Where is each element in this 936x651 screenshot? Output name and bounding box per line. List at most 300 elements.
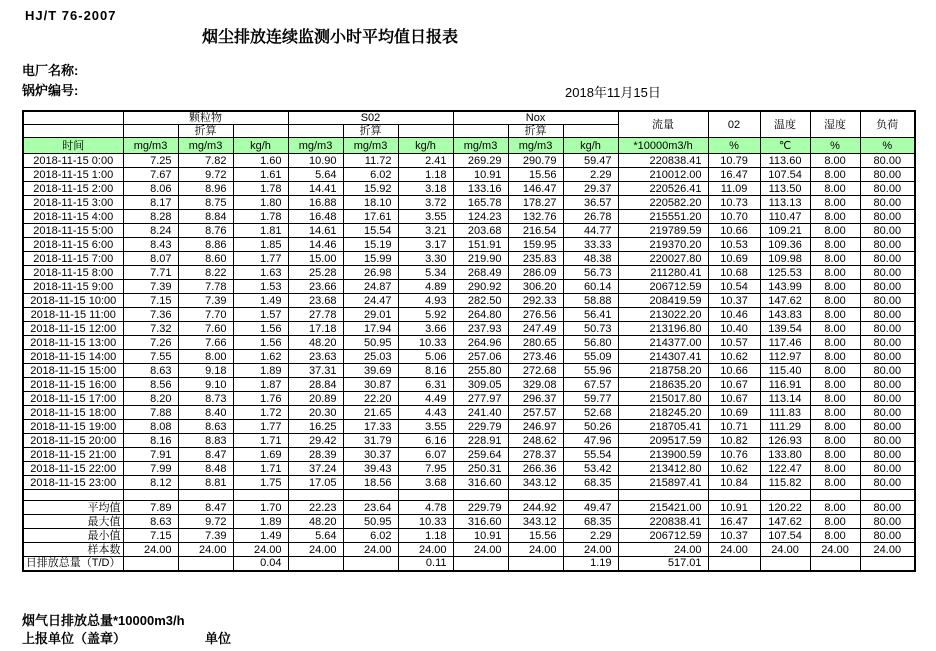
time-cell: 2018-11-15 20:00 — [23, 434, 123, 448]
unit-cell: % — [810, 138, 860, 154]
value-cell: 80.00 — [860, 154, 915, 168]
summary-row — [23, 501, 915, 515]
summary-value-cell: 5.64 — [288, 529, 343, 543]
value-cell: 10.91 — [453, 168, 508, 182]
value-cell: 15.92 — [343, 182, 398, 196]
value-cell: 80.00 — [860, 322, 915, 336]
value-cell: 20.89 — [288, 392, 343, 406]
value-cell: 56.73 — [563, 266, 618, 280]
value-cell: 10.84 — [708, 476, 760, 490]
value-cell: 165.78 — [453, 196, 508, 210]
data-row — [23, 182, 915, 196]
value-cell: 1.76 — [233, 392, 288, 406]
value-cell: 8.84 — [178, 210, 233, 224]
value-cell: 15.99 — [343, 252, 398, 266]
value-cell: 23.66 — [288, 280, 343, 294]
unit-cell: kg/h — [398, 138, 453, 154]
value-cell: 213900.59 — [618, 448, 708, 462]
summary-value-cell: 1.49 — [233, 529, 288, 543]
summary-value-cell: 15.56 — [508, 529, 563, 543]
value-cell: 8.00 — [810, 168, 860, 182]
value-cell: 7.78 — [178, 280, 233, 294]
data-row — [23, 392, 915, 406]
table-body — [23, 154, 915, 571]
value-cell: 8.07 — [123, 252, 178, 266]
value-cell: 8.16 — [398, 364, 453, 378]
value-cell: 229.79 — [453, 420, 508, 434]
value-cell: 4.49 — [398, 392, 453, 406]
value-cell: 124.23 — [453, 210, 508, 224]
value-cell: 228.91 — [453, 434, 508, 448]
value-cell: 125.53 — [760, 266, 810, 280]
value-cell: 15.56 — [508, 168, 563, 182]
summary-value-cell: 1.89 — [233, 515, 288, 529]
summary-value-cell: 24.00 — [810, 543, 860, 557]
value-cell: 17.18 — [288, 322, 343, 336]
empty-cell — [563, 490, 618, 501]
value-cell: 10.66 — [708, 224, 760, 238]
value-cell: 8.12 — [123, 476, 178, 490]
value-cell: 1.89 — [233, 364, 288, 378]
value-cell: 2.41 — [398, 154, 453, 168]
value-cell: 14.61 — [288, 224, 343, 238]
value-cell: 39.43 — [343, 462, 398, 476]
header-row-groups — [23, 111, 915, 125]
value-cell: 10.67 — [708, 392, 760, 406]
value-cell: 210012.00 — [618, 168, 708, 182]
value-cell: 1.77 — [233, 252, 288, 266]
value-cell: 133.16 — [453, 182, 508, 196]
value-cell: 7.71 — [123, 266, 178, 280]
empty-cell — [810, 490, 860, 501]
value-cell: 8.20 — [123, 392, 178, 406]
value-cell: 7.25 — [123, 154, 178, 168]
col-group-particulate: 颗粒物 — [123, 111, 288, 125]
summary-value-cell — [123, 557, 178, 571]
summary-value-cell: 50.95 — [343, 515, 398, 529]
value-cell: 20.30 — [288, 406, 343, 420]
value-cell: 8.00 — [810, 308, 860, 322]
value-cell: 218758.20 — [618, 364, 708, 378]
value-cell: 7.66 — [178, 336, 233, 350]
value-cell: 213196.80 — [618, 322, 708, 336]
empty-cell — [123, 490, 178, 501]
value-cell: 237.93 — [453, 322, 508, 336]
value-cell: 218245.20 — [618, 406, 708, 420]
data-row — [23, 420, 915, 434]
value-cell: 208419.59 — [618, 294, 708, 308]
value-cell: 8.00 — [810, 420, 860, 434]
value-cell: 8.76 — [178, 224, 233, 238]
value-cell: 7.99 — [123, 462, 178, 476]
value-cell: 219370.20 — [618, 238, 708, 252]
value-cell: 206712.59 — [618, 280, 708, 294]
unit-cell: % — [860, 138, 915, 154]
unit-cell: mg/m3 — [508, 138, 563, 154]
value-cell: 10.82 — [708, 434, 760, 448]
value-cell: 8.24 — [123, 224, 178, 238]
value-cell: 25.03 — [343, 350, 398, 364]
value-cell: 146.47 — [508, 182, 563, 196]
summary-label: 样本数 — [87, 543, 121, 556]
converted-label-nox: 折算 — [508, 125, 563, 138]
time-cell: 2018-11-15 9:00 — [23, 280, 123, 294]
value-cell: 8.96 — [178, 182, 233, 196]
value-cell: 50.26 — [563, 420, 618, 434]
time-cell: 2018-11-15 17:00 — [23, 392, 123, 406]
empty-cell — [453, 490, 508, 501]
time-cell: 2018-11-15 13:00 — [23, 336, 123, 350]
value-cell: 10.70 — [708, 210, 760, 224]
value-cell: 80.00 — [860, 196, 915, 210]
summary-label: 最小值 — [87, 529, 121, 542]
value-cell: 56.41 — [563, 308, 618, 322]
value-cell: 7.82 — [178, 154, 233, 168]
value-cell: 1.78 — [233, 210, 288, 224]
col-load: 负荷 — [860, 111, 915, 138]
summary-value-cell: 1.18 — [398, 529, 453, 543]
value-cell: 1.18 — [398, 168, 453, 182]
value-cell: 282.50 — [453, 294, 508, 308]
summary-value-cell: 24.00 — [563, 543, 618, 557]
value-cell: 111.83 — [760, 406, 810, 420]
value-cell: 8.00 — [810, 378, 860, 392]
value-cell: 6.07 — [398, 448, 453, 462]
value-cell: 7.15 — [123, 294, 178, 308]
value-cell: 80.00 — [860, 420, 915, 434]
summary-value-cell: 147.62 — [760, 515, 810, 529]
value-cell: 29.42 — [288, 434, 343, 448]
data-row — [23, 252, 915, 266]
summary-value-cell: 24.00 — [178, 543, 233, 557]
summary-value-cell: 1.70 — [233, 501, 288, 515]
value-cell: 1.61 — [233, 168, 288, 182]
value-cell: 17.05 — [288, 476, 343, 490]
summary-value-cell: 316.60 — [453, 515, 508, 529]
value-cell: 235.83 — [508, 252, 563, 266]
value-cell: 1.87 — [233, 378, 288, 392]
time-cell: 2018-11-15 14:00 — [23, 350, 123, 364]
value-cell: 80.00 — [860, 210, 915, 224]
value-cell: 159.95 — [508, 238, 563, 252]
summary-value-cell: 7.89 — [123, 501, 178, 515]
value-cell: 8.00 — [810, 210, 860, 224]
summary-value-cell: 120.22 — [760, 501, 810, 515]
empty-cell — [398, 490, 453, 501]
value-cell: 8.00 — [810, 252, 860, 266]
value-cell: 10.66 — [708, 364, 760, 378]
value-cell: 4.89 — [398, 280, 453, 294]
value-cell: 214377.00 — [618, 336, 708, 350]
value-cell: 15.00 — [288, 252, 343, 266]
value-cell: 29.37 — [563, 182, 618, 196]
time-cell: 2018-11-15 23:00 — [23, 476, 123, 490]
value-cell: 10.69 — [708, 406, 760, 420]
value-cell: 7.95 — [398, 462, 453, 476]
value-cell: 257.57 — [508, 406, 563, 420]
time-cell: 2018-11-15 15:00 — [23, 364, 123, 378]
data-row — [23, 308, 915, 322]
value-cell: 8.00 — [810, 434, 860, 448]
value-cell: 21.65 — [343, 406, 398, 420]
value-cell: 7.39 — [178, 294, 233, 308]
unit-cell: % — [708, 138, 760, 154]
value-cell: 1.75 — [233, 476, 288, 490]
value-cell: 250.31 — [453, 462, 508, 476]
summary-value-cell: 10.91 — [708, 501, 760, 515]
data-row — [23, 210, 915, 224]
time-cell: 2018-11-15 7:00 — [23, 252, 123, 266]
value-cell: 55.96 — [563, 364, 618, 378]
summary-label-cell — [23, 501, 123, 515]
value-cell: 18.56 — [343, 476, 398, 490]
value-cell: 14.41 — [288, 182, 343, 196]
col-group-nox: Nox — [453, 111, 618, 125]
value-cell: 80.00 — [860, 224, 915, 238]
value-cell: 8.00 — [810, 364, 860, 378]
summary-value-cell: 24.00 — [123, 543, 178, 557]
value-cell: 8.06 — [123, 182, 178, 196]
value-cell: 26.78 — [563, 210, 618, 224]
value-cell: 1.80 — [233, 196, 288, 210]
page-title: 烟尘排放连续监测小时平均值日报表 — [201, 29, 458, 46]
summary-value-cell: 8.00 — [810, 529, 860, 543]
summary-value-cell: 24.00 — [618, 543, 708, 557]
summary-value-cell: 517.01 — [618, 557, 708, 571]
data-row — [23, 322, 915, 336]
value-cell: 80.00 — [860, 336, 915, 350]
value-cell: 80.00 — [860, 266, 915, 280]
empty-cell — [288, 490, 343, 501]
summary-value-cell: 68.35 — [563, 515, 618, 529]
summary-value-cell: 107.54 — [760, 529, 810, 543]
value-cell: 7.88 — [123, 406, 178, 420]
empty-cell — [233, 490, 288, 501]
summary-value-cell — [508, 557, 563, 571]
value-cell: 143.99 — [760, 280, 810, 294]
value-cell: 7.36 — [123, 308, 178, 322]
value-cell: 292.33 — [508, 294, 563, 308]
value-cell: 8.28 — [123, 210, 178, 224]
value-cell: 6.16 — [398, 434, 453, 448]
value-cell: 80.00 — [860, 448, 915, 462]
time-cell: 2018-11-15 5:00 — [23, 224, 123, 238]
col-group-so2: S02 — [288, 111, 453, 125]
data-row — [23, 168, 915, 182]
col-humidity: 湿度 — [810, 111, 860, 138]
value-cell: 213022.20 — [618, 308, 708, 322]
value-cell: 1.63 — [233, 266, 288, 280]
time-cell: 2018-11-15 10:00 — [23, 294, 123, 308]
value-cell: 7.32 — [123, 322, 178, 336]
value-cell: 67.57 — [563, 378, 618, 392]
value-cell: 59.47 — [563, 154, 618, 168]
converted-label-pm: 折算 — [178, 125, 233, 138]
value-cell: 111.29 — [760, 420, 810, 434]
value-cell: 3.72 — [398, 196, 453, 210]
value-cell: 10.40 — [708, 322, 760, 336]
empty-cell — [178, 490, 233, 501]
value-cell: 209517.59 — [618, 434, 708, 448]
value-cell: 248.62 — [508, 434, 563, 448]
value-cell: 1.62 — [233, 350, 288, 364]
summary-value-cell: 8.47 — [178, 501, 233, 515]
summary-value-cell: 10.91 — [453, 529, 508, 543]
value-cell: 3.18 — [398, 182, 453, 196]
empty-cell — [760, 490, 810, 501]
value-cell: 264.80 — [453, 308, 508, 322]
value-cell: 215017.80 — [618, 392, 708, 406]
value-cell: 80.00 — [860, 406, 915, 420]
value-cell: 8.00 — [810, 476, 860, 490]
value-cell: 276.56 — [508, 308, 563, 322]
unit-cell: mg/m3 — [343, 138, 398, 154]
value-cell: 6.02 — [343, 168, 398, 182]
summary-label-cell — [23, 515, 123, 529]
value-cell: 117.46 — [760, 336, 810, 350]
value-cell: 59.77 — [563, 392, 618, 406]
value-cell: 10.67 — [708, 378, 760, 392]
value-cell: 220838.41 — [618, 154, 708, 168]
summary-value-cell: 220838.41 — [618, 515, 708, 529]
value-cell: 8.00 — [810, 266, 860, 280]
summary-value-cell: 80.00 — [860, 529, 915, 543]
data-row — [23, 280, 915, 294]
value-cell: 122.47 — [760, 462, 810, 476]
summary-value-cell: 0.11 — [398, 557, 453, 571]
value-cell: 219.90 — [453, 252, 508, 266]
unit-cell: ℃ — [760, 138, 810, 154]
data-row — [23, 378, 915, 392]
time-cell: 2018-11-15 4:00 — [23, 210, 123, 224]
time-cell: 2018-11-15 8:00 — [23, 266, 123, 280]
value-cell: 218635.20 — [618, 378, 708, 392]
data-row — [23, 224, 915, 238]
value-cell: 8.16 — [123, 434, 178, 448]
value-cell: 10.54 — [708, 280, 760, 294]
value-cell: 31.79 — [343, 434, 398, 448]
plant-name-label: 电厂名称: — [22, 63, 79, 78]
value-cell: 44.77 — [563, 224, 618, 238]
report-unit-label: 上报单位（盖章） — [22, 631, 127, 646]
value-cell: 147.62 — [760, 294, 810, 308]
value-cell: 8.00 — [810, 350, 860, 364]
value-cell: 1.56 — [233, 336, 288, 350]
summary-value-cell: 0.04 — [233, 557, 288, 571]
value-cell: 268.49 — [453, 266, 508, 280]
value-cell: 113.14 — [760, 392, 810, 406]
value-cell: 296.37 — [508, 392, 563, 406]
summary-value-cell: 24.00 — [343, 543, 398, 557]
value-cell: 107.54 — [760, 168, 810, 182]
summary-value-cell: 24.00 — [508, 543, 563, 557]
summary-value-cell: 49.47 — [563, 501, 618, 515]
value-cell: 80.00 — [860, 350, 915, 364]
value-cell: 30.37 — [343, 448, 398, 462]
summary-value-cell: 8.00 — [810, 501, 860, 515]
value-cell: 216.54 — [508, 224, 563, 238]
value-cell: 80.00 — [860, 462, 915, 476]
time-cell: 2018-11-15 1:00 — [23, 168, 123, 182]
summary-value-cell: 10.37 — [708, 529, 760, 543]
value-cell: 8.47 — [178, 448, 233, 462]
value-cell: 8.00 — [810, 462, 860, 476]
value-cell: 10.90 — [288, 154, 343, 168]
value-cell: 280.65 — [508, 336, 563, 350]
value-cell: 23.68 — [288, 294, 343, 308]
data-row — [23, 364, 915, 378]
value-cell: 30.87 — [343, 378, 398, 392]
summary-value-cell: 215421.00 — [618, 501, 708, 515]
value-cell: 7.91 — [123, 448, 178, 462]
data-row — [23, 462, 915, 476]
summary-row — [23, 515, 915, 529]
value-cell: 257.06 — [453, 350, 508, 364]
value-cell: 1.57 — [233, 308, 288, 322]
summary-value-cell: 24.00 — [708, 543, 760, 557]
summary-value-cell: 24.00 — [860, 543, 915, 557]
summary-value-cell: 8.00 — [810, 515, 860, 529]
summary-value-cell: 9.72 — [178, 515, 233, 529]
value-cell: 8.48 — [178, 462, 233, 476]
value-cell: 17.33 — [343, 420, 398, 434]
summary-row — [23, 543, 915, 557]
value-cell: 220027.80 — [618, 252, 708, 266]
value-cell: 39.69 — [343, 364, 398, 378]
value-cell: 306.20 — [508, 280, 563, 294]
summary-value-cell: 8.63 — [123, 515, 178, 529]
data-row — [23, 350, 915, 364]
value-cell: 277.97 — [453, 392, 508, 406]
summary-value-cell: 16.47 — [708, 515, 760, 529]
data-row — [23, 196, 915, 210]
value-cell: 8.43 — [123, 238, 178, 252]
value-cell: 132.76 — [508, 210, 563, 224]
summary-label: 日排放总量（T/D） — [25, 557, 121, 570]
summary-value-cell: 229.79 — [453, 501, 508, 515]
summary-value-cell: 6.02 — [343, 529, 398, 543]
time-cell: 2018-11-15 18:00 — [23, 406, 123, 420]
empty-cell — [23, 490, 123, 501]
value-cell: 3.21 — [398, 224, 453, 238]
value-cell: 48.38 — [563, 252, 618, 266]
value-cell: 1.77 — [233, 420, 288, 434]
value-cell: 28.39 — [288, 448, 343, 462]
value-cell: 113.50 — [760, 182, 810, 196]
value-cell: 211280.41 — [618, 266, 708, 280]
value-cell: 7.70 — [178, 308, 233, 322]
col-flow: 流量 — [618, 111, 708, 138]
value-cell: 264.96 — [453, 336, 508, 350]
summary-label: 平均值 — [87, 501, 121, 514]
value-cell: 8.81 — [178, 476, 233, 490]
value-cell: 3.66 — [398, 322, 453, 336]
value-cell: 115.40 — [760, 364, 810, 378]
value-cell: 8.00 — [810, 322, 860, 336]
value-cell: 1.78 — [233, 182, 288, 196]
value-cell: 15.19 — [343, 238, 398, 252]
value-cell: 23.63 — [288, 350, 343, 364]
value-cell: 52.68 — [563, 406, 618, 420]
summary-value-cell: 343.12 — [508, 515, 563, 529]
value-cell: 8.83 — [178, 434, 233, 448]
unit-cell: mg/m3 — [288, 138, 343, 154]
value-cell: 10.69 — [708, 252, 760, 266]
value-cell: 80.00 — [860, 252, 915, 266]
value-cell: 213412.80 — [618, 462, 708, 476]
value-cell: 50.95 — [343, 336, 398, 350]
value-cell: 80.00 — [860, 238, 915, 252]
